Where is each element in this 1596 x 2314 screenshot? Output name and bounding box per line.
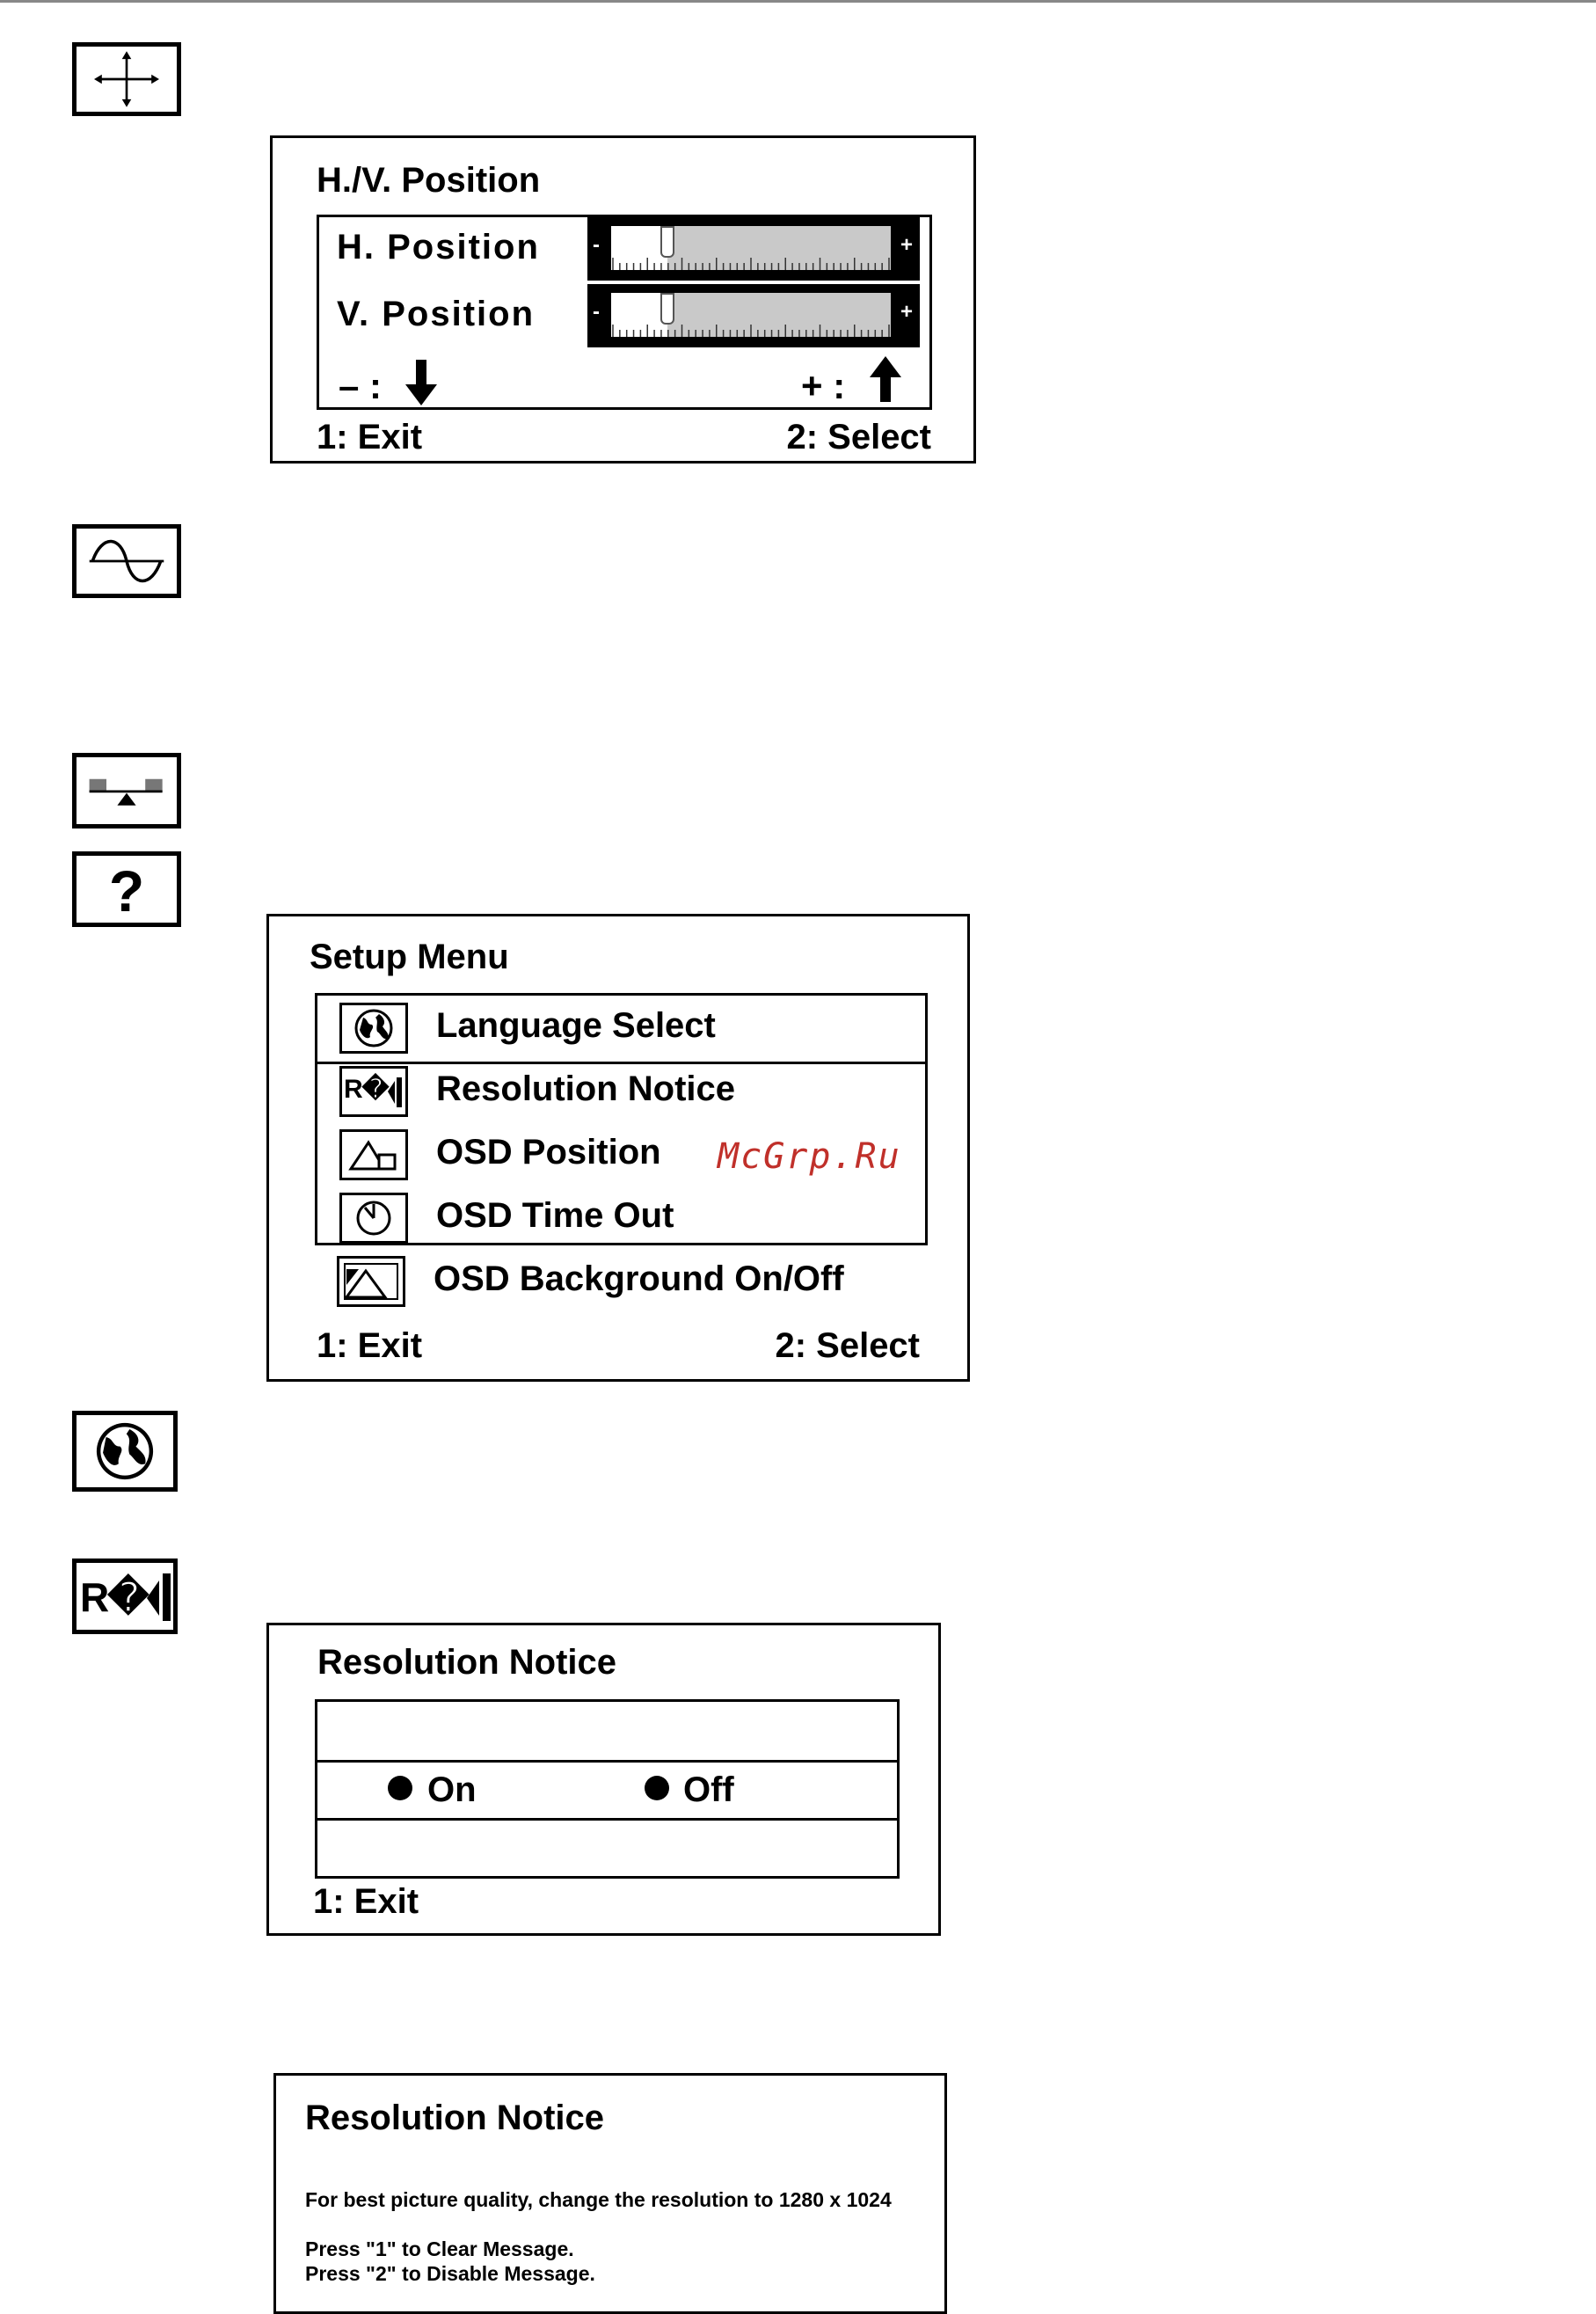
resolution-icon-bar — [145, 1568, 173, 1626]
osd-background-icon — [337, 1256, 405, 1307]
panel-title: H./V. Position — [317, 161, 541, 200]
message-line-1: For best picture quality, change the resolution to 1280 x 1024 — [305, 2188, 892, 2211]
slider-track — [611, 226, 891, 270]
setup-menu-panel — [266, 914, 970, 1382]
slider-knob[interactable] — [660, 226, 674, 258]
resolution-icon-bar — [386, 1074, 404, 1111]
question-icon[interactable] — [72, 851, 181, 927]
arrow-up-icon — [868, 354, 903, 404]
slider-minus: - — [593, 233, 600, 257]
slider-plus: + — [900, 233, 914, 257]
plus-hint: + : — [801, 365, 846, 406]
h-position-slider[interactable] — [587, 217, 920, 281]
v-position-slider[interactable] — [587, 284, 920, 347]
radio-off[interactable] — [645, 1776, 669, 1800]
panel-title: Setup Menu — [310, 938, 509, 976]
option-box — [315, 1699, 900, 1879]
minus-hint: – : — [339, 365, 383, 406]
top-rule — [0, 0, 1596, 3]
globe-icon — [339, 1003, 408, 1054]
message-line-2: Press "1" to Clear Message. — [305, 2237, 574, 2260]
select-label[interactable]: 2: Select — [786, 418, 931, 456]
osd-position-icon — [339, 1129, 408, 1180]
slider-ticks — [611, 256, 891, 270]
resolution-message-panel — [273, 2073, 947, 2314]
select-label[interactable]: 2: Select — [775, 1326, 920, 1365]
resolution-notice-icon[interactable] — [72, 1558, 178, 1634]
resolution-notice-icon — [339, 1066, 408, 1117]
question-mark: ? — [108, 858, 145, 923]
globe-icon[interactable] — [72, 1411, 178, 1492]
slider-minus: - — [593, 300, 600, 324]
sine-wave-icon[interactable] — [72, 524, 181, 598]
option-on-label: On — [427, 1770, 477, 1809]
v-position-label: V. Position — [337, 295, 536, 333]
h-position-label: H. Position — [337, 228, 540, 266]
menu-item-label: OSD Time Out — [436, 1196, 674, 1235]
menu-list — [315, 993, 928, 1245]
resolution-icon-text: R� — [344, 1075, 389, 1104]
exit-label[interactable]: 1: Exit — [317, 418, 423, 456]
exit-label[interactable]: 1: Exit — [313, 1882, 419, 1921]
menu-item-label: OSD Position — [436, 1133, 661, 1172]
balance-icon[interactable] — [72, 753, 181, 829]
resolution-icon-text: R� — [80, 1574, 148, 1620]
menu-item-label: Resolution Notice — [436, 1069, 736, 1108]
hv-position-panel — [270, 135, 976, 464]
panel-title: Resolution Notice — [305, 2099, 605, 2137]
hv-inner-box — [317, 215, 932, 410]
slider-plus: + — [900, 300, 914, 324]
menu-item-label: Language Select — [436, 1006, 716, 1045]
slider-track — [611, 293, 891, 337]
clock-icon — [339, 1193, 408, 1244]
arrow-down-icon — [404, 358, 439, 407]
slider-knob[interactable] — [660, 293, 674, 325]
selection-divider — [317, 1062, 925, 1064]
slider-ticks — [611, 323, 891, 337]
panel-title: Resolution Notice — [317, 1643, 617, 1682]
radio-on[interactable] — [388, 1776, 412, 1800]
option-divider-bottom — [317, 1818, 897, 1821]
option-off-label: Off — [683, 1770, 734, 1809]
resolution-notice-panel — [266, 1623, 941, 1936]
message-line-3: Press "2" to Disable Message. — [305, 2262, 595, 2285]
exit-label[interactable]: 1: Exit — [317, 1326, 423, 1365]
option-divider-top — [317, 1760, 897, 1763]
move-arrows-icon[interactable] — [72, 42, 181, 116]
menu-item-label: OSD Background On/Off — [434, 1259, 844, 1298]
watermark: McGrp.Ru — [718, 1136, 901, 1177]
